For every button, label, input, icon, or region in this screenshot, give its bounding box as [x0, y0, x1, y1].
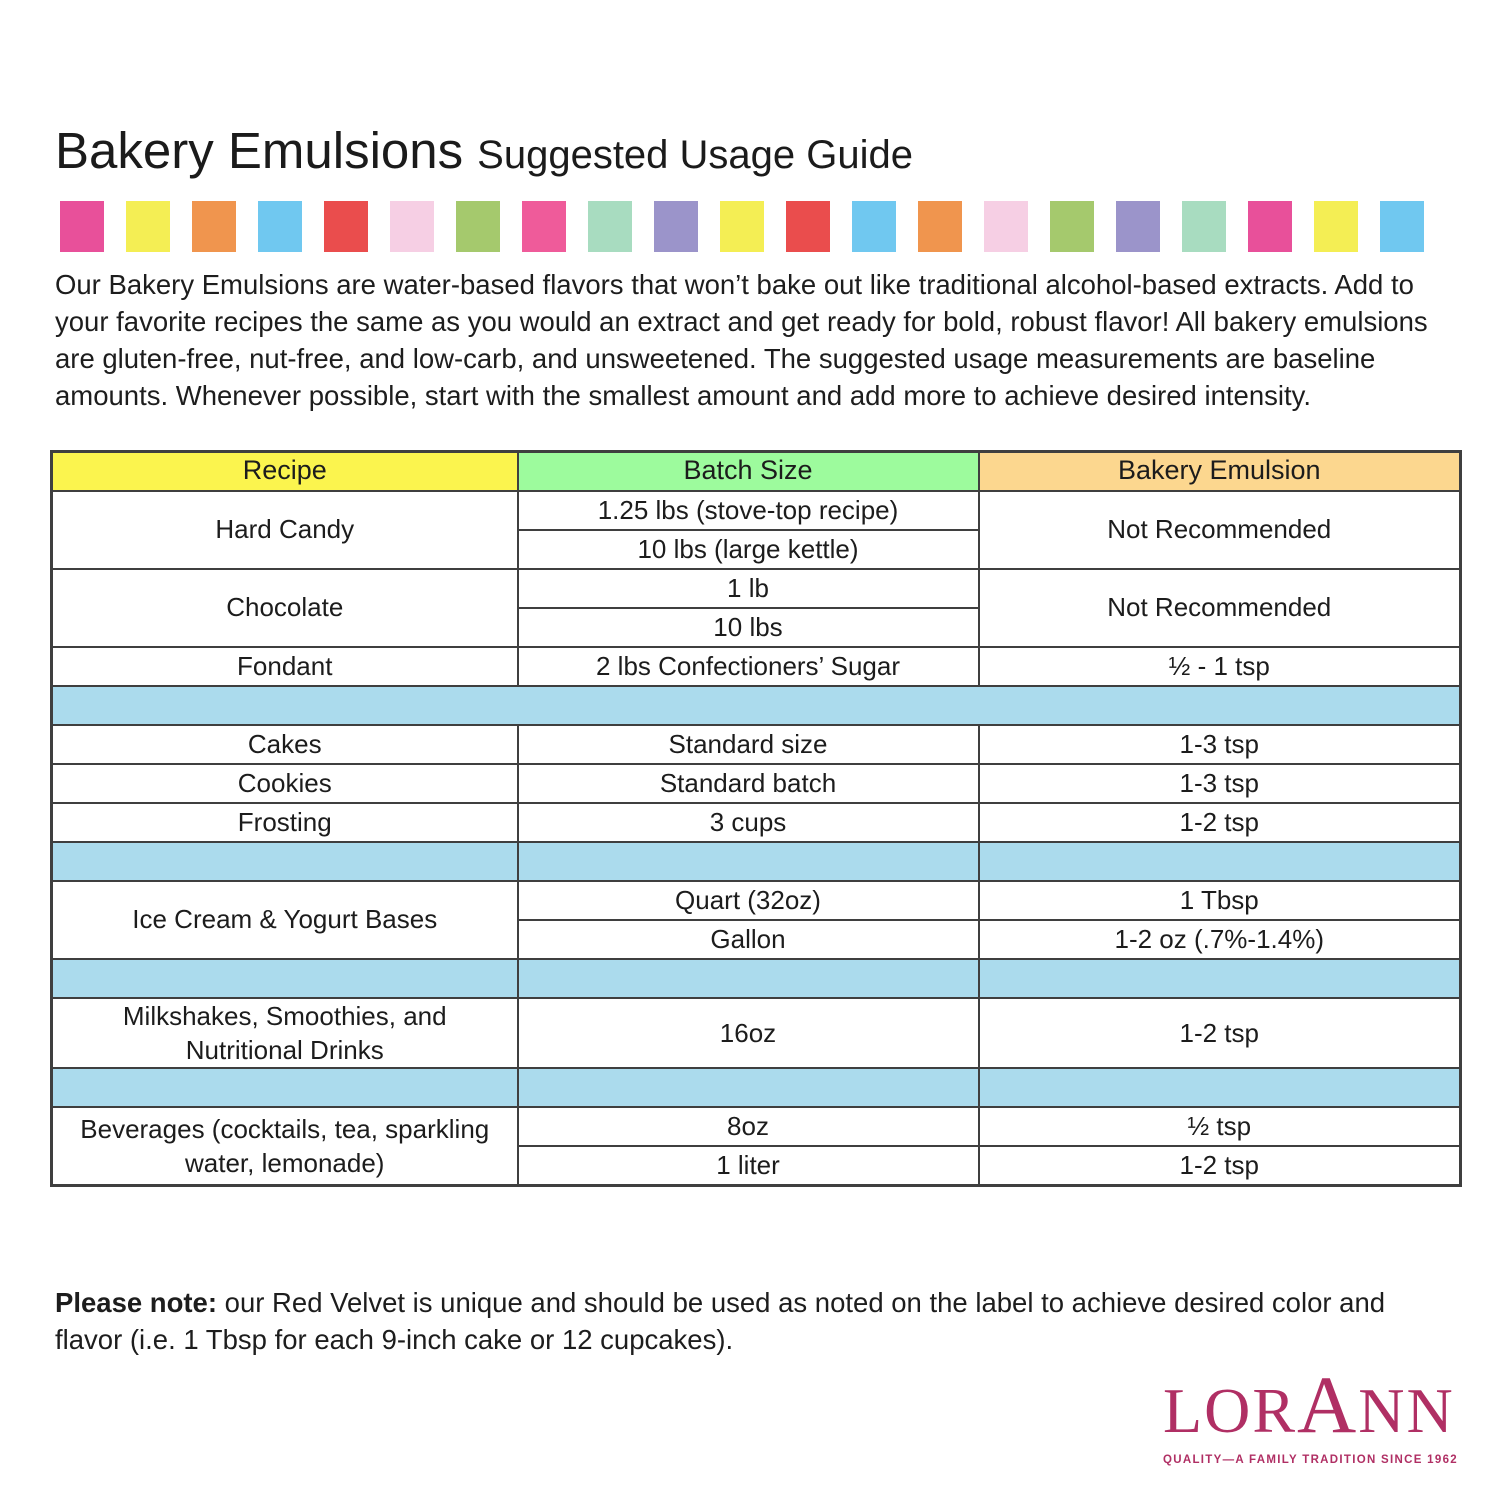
cell-ice-cream-batch-1: Quart (32oz)	[518, 881, 979, 920]
cell-cookies-recipe: Cookies	[52, 764, 518, 803]
logo-word-part: LOR	[1163, 1375, 1297, 1446]
cell-hard-candy-batch-2: 10 lbs (large kettle)	[518, 530, 979, 569]
cell-fondant-batch: 2 lbs Confectioners’ Sugar	[518, 647, 979, 686]
lorann-logo-wordmark	[1163, 1359, 1455, 1450]
header-batch-size: Batch Size	[518, 452, 979, 491]
cell-milkshakes-emulsion: 1-2 tsp	[979, 998, 1461, 1069]
spacer-cell	[518, 959, 979, 998]
cell-cakes-emulsion: 1-3 tsp	[979, 725, 1461, 764]
color-square	[1050, 201, 1094, 252]
spacer-row-1	[52, 686, 1461, 725]
intro-paragraph: Our Bakery Emulsions are water-based flavors that won’t bake out like traditional alcohol-based extracts. Add to your favorite recipes the same as you would an extract and get ready for bold, robust flavor! All bakery emulsions are gluten-free, nut-free, and low-carb, and unsweetened. The suggested usage measurements are baseline amounts. Whenever possible, start with the smallest amount and add more to achieve desired intensity.	[55, 269, 1428, 411]
color-square	[1116, 201, 1160, 252]
spacer-cell	[518, 842, 979, 881]
table-header-row	[52, 452, 1461, 491]
page-title	[55, 122, 913, 181]
row-beverages-1	[52, 1107, 1461, 1146]
row-frosting	[52, 803, 1461, 842]
row-milkshakes	[52, 998, 1461, 1069]
cell-hard-candy-recipe: Hard Candy	[52, 491, 518, 569]
lorann-logo	[1163, 1359, 1458, 1466]
note-text: our Red Velvet is unique and should be used as noted on the label to achieve desired color and flavor (i.e. 1 Tbsp for each 9-inch cake or 12 cupcakes).	[55, 1287, 1386, 1355]
spacer-row-2	[52, 842, 1461, 881]
spacer-cell	[979, 1068, 1461, 1107]
header-bakery-emulsion: Bakery Emulsion	[979, 452, 1461, 491]
cell-cakes-batch: Standard size	[518, 725, 979, 764]
color-square	[918, 201, 962, 252]
cell-beverages-emulsion-1: ½ tsp	[979, 1107, 1461, 1146]
cell-frosting-emulsion: 1-2 tsp	[979, 803, 1461, 842]
cell-ice-cream-recipe: Ice Cream & Yogurt Bases	[52, 881, 518, 959]
spacer-cell	[52, 959, 518, 998]
color-square	[60, 201, 104, 252]
cell-beverages-emulsion-2: 1-2 tsp	[979, 1146, 1461, 1185]
color-square	[984, 201, 1028, 252]
color-square	[390, 201, 434, 252]
color-square	[456, 201, 500, 252]
color-square	[192, 201, 236, 252]
spacer-band	[52, 686, 1461, 725]
cell-frosting-batch: 3 cups	[518, 803, 979, 842]
spacer-cell	[979, 842, 1461, 881]
spacer-cell	[52, 842, 518, 881]
lorann-logo-tagline: QUALITY—A FAMILY TRADITION SINCE 1962	[1163, 1454, 1458, 1466]
note-paragraph	[55, 1284, 1449, 1358]
color-square	[654, 201, 698, 252]
page-title-main: Bakery Emulsions	[55, 122, 464, 179]
spacer-cell	[518, 1068, 979, 1107]
color-square	[1182, 201, 1226, 252]
cell-chocolate-batch-2: 10 lbs	[518, 608, 979, 647]
logo-word-part: NN	[1358, 1375, 1455, 1446]
note-label: Please note:	[55, 1287, 218, 1318]
color-square	[1314, 201, 1358, 252]
cell-fondant-emulsion: ½ - 1 tsp	[979, 647, 1461, 686]
cell-frosting-recipe: Frosting	[52, 803, 518, 842]
row-cakes	[52, 725, 1461, 764]
row-hard-candy-1	[52, 491, 1461, 530]
color-square	[588, 201, 632, 252]
cell-chocolate-emulsion: Not Recommended	[979, 569, 1461, 647]
color-squares-row	[60, 201, 1424, 252]
cell-milkshakes-recipe: Milkshakes, Smoothies, and Nutritional Drinks	[52, 998, 518, 1069]
cell-chocolate-batch-1: 1 lb	[518, 569, 979, 608]
spacer-cell	[979, 959, 1461, 998]
row-chocolate-1	[52, 569, 1461, 608]
cell-beverages-batch-2: 1 liter	[518, 1146, 979, 1185]
cell-cookies-emulsion: 1-3 tsp	[979, 764, 1461, 803]
color-square	[1248, 201, 1292, 252]
color-square	[720, 201, 764, 252]
color-square	[258, 201, 302, 252]
cell-beverages-batch-1: 8oz	[518, 1107, 979, 1146]
color-square	[324, 201, 368, 252]
color-square	[1380, 201, 1424, 252]
row-fondant	[52, 647, 1461, 686]
spacer-row-3	[52, 959, 1461, 998]
color-square	[522, 201, 566, 252]
page-title-sub: Suggested Usage Guide	[477, 133, 914, 177]
usage-table	[50, 450, 1459, 1187]
color-square	[126, 201, 170, 252]
color-square	[852, 201, 896, 252]
cell-hard-candy-batch-1: 1.25 lbs (stove-top recipe)	[518, 491, 979, 530]
cell-beverages-recipe: Beverages (cocktails, tea, sparkling water, lemonade)	[52, 1107, 518, 1185]
cell-chocolate-recipe: Chocolate	[52, 569, 518, 647]
spacer-row-4	[52, 1068, 1461, 1107]
cell-cookies-batch: Standard batch	[518, 764, 979, 803]
cell-ice-cream-emulsion-1: 1 Tbsp	[979, 881, 1461, 920]
row-cookies	[52, 764, 1461, 803]
row-ice-cream-1	[52, 881, 1461, 920]
cell-cakes-recipe: Cakes	[52, 725, 518, 764]
usage-table-grid	[50, 450, 1462, 1187]
spacer-cell	[52, 1068, 518, 1107]
header-recipe: Recipe	[52, 452, 518, 491]
cell-milkshakes-batch: 16oz	[518, 998, 979, 1069]
cell-ice-cream-batch-2: Gallon	[518, 920, 979, 959]
cell-fondant-recipe: Fondant	[52, 647, 518, 686]
cell-hard-candy-emulsion: Not Recommended	[979, 491, 1461, 569]
color-square	[786, 201, 830, 252]
logo-word-part: A	[1297, 1359, 1359, 1450]
cell-ice-cream-emulsion-2: 1-2 oz (.7%-1.4%)	[979, 920, 1461, 959]
